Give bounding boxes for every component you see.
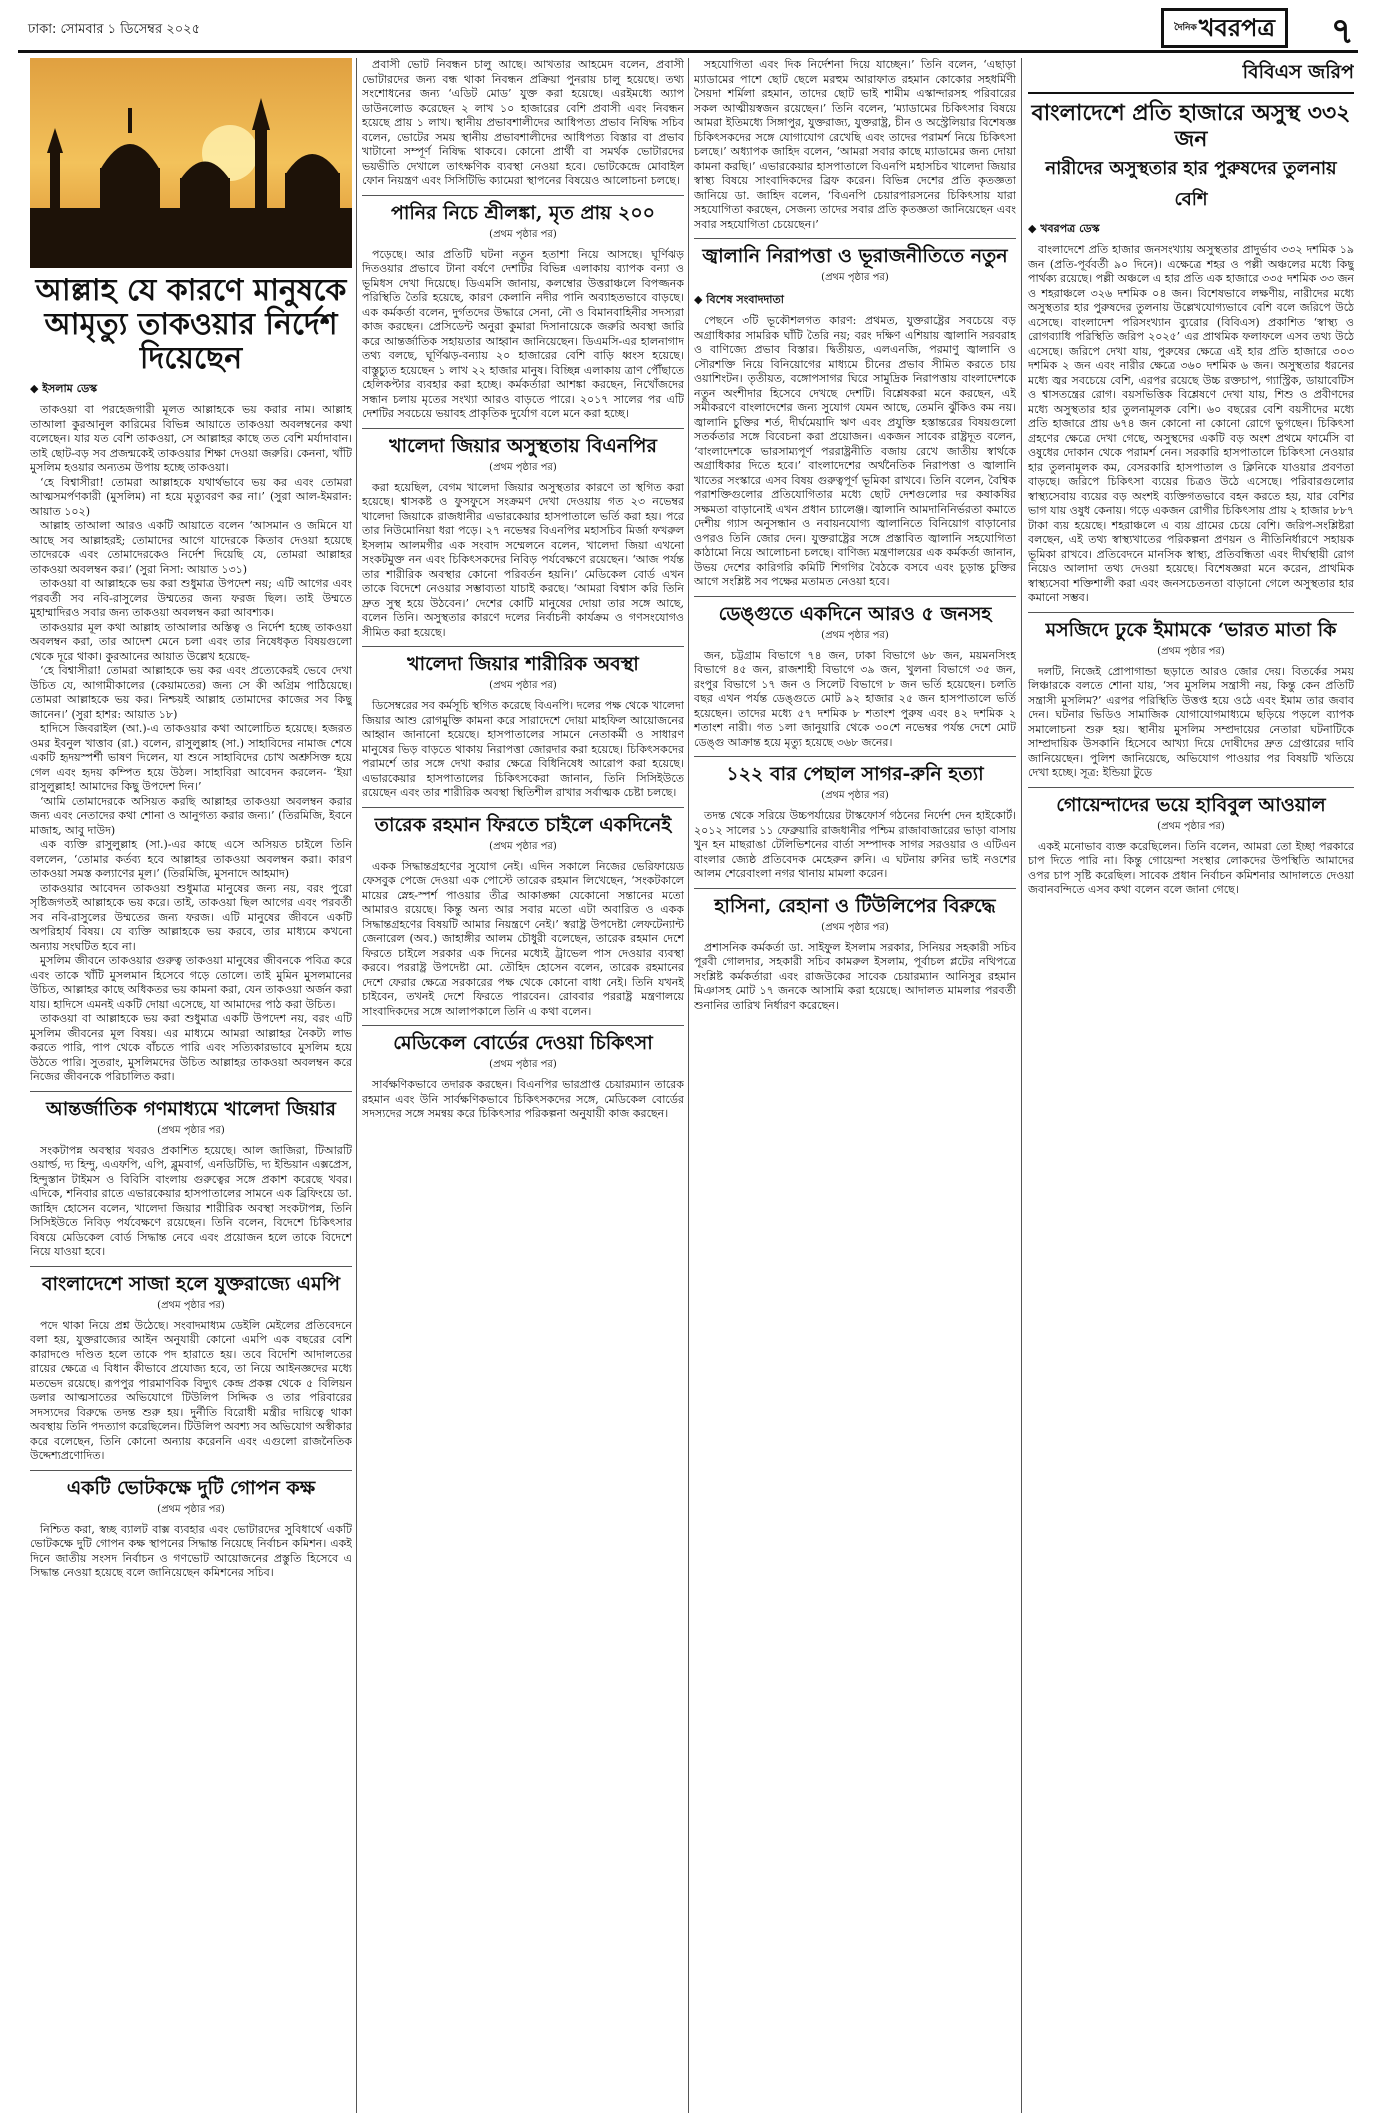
- column-4: [1028, 58, 1354, 2113]
- mosque-sunset-photo: [30, 58, 352, 268]
- continued-label: ( প্রথম পৃষ্ঠার পর ): [362, 678, 684, 695]
- bnp-worried-body: [362, 481, 684, 641]
- masthead: [18, 6, 1358, 53]
- paragraph: পড়েছে। আর প্রতিটি ঘটনা নতুন হতাশা নিয়ে আসছে। ঘূর্ণিঝড় দিতওয়ার প্রভাবে টানা বর্ষণে দেশটির বিভিন্ন এলাকায় ব্যাপক বন্যা ও ভূমিধস দেখা দিয়েছে। ডিএমসি জানায়, কলম্বোর উত্তরাঞ্চলে বিপজ্জনক পরিস্থিতি তৈরি হয়েছে, কারণ কেলানি নদীর পানি অব্যাহতভাবে বাড়ছে। এক কর্মকর্তা বলেন, দুর্গতদের উদ্ধারে সেনা, নৌ ও বিমানবাহিনীর সদস্যরা কাজ করছেন। প্রেসিডেন্ট অনুরা কুমারা দিসানায়েকে জরুরি অবস্থা জারি করে আন্তর্জাতিক সহায়তার আহ্বান জানিয়েছেন। ডিএমসি-এর হালনাগাদ তথ্য বলছে, ঘূর্ণিঝড়-বন্যায় ২০ হাজারের বেশি বাড়ি ধ্বংস হয়েছে। বাস্তুচ্যুত হয়েছেন ১ লাখ ২২ হাজার মানুষ। বিচ্ছিন্ন এলাকায় ত্রাণ পৌঁছাতে হেলিকপ্টার ব্যবহার করা হচ্ছে। কর্মকর্তারা আশঙ্কা করছেন, নিখোঁজদের সন্ধান চলায় মৃতের সংখ্যা আরও বাড়তে পারে। ২০১৭ সালের পর এটি দেশটির সবচেয়ে ভয়াবহ প্রাকৃতিক দুর্যোগ বলে মনে করা হচ্ছে।: [362, 247, 684, 420]
- sagar-runi-headline: ১২২ বার পেছাল সাগর-রুনি হত্যা: [726, 763, 984, 785]
- bbs-subhead: নারীদের অসুস্থতার হার পুরুষদের তুলনায় বেশি: [1045, 158, 1337, 210]
- divider: [1028, 612, 1354, 613]
- divider: [30, 1091, 352, 1092]
- paragraph: তাকওয়ার মূল কথা আল্লাহ তাআলার অস্তিত্ব ও নির্দেশ হচ্ছে তাকওয়া অবলম্বন করা, তার আদেশ মেনে চলা এবং তার নিষেধকৃত বিষয়গুলো থেকে দূরে থাকা। কুরআনের আয়াত উল্লেখ হয়েছে-: [30, 620, 352, 663]
- bbs-headline: বাংলাদেশে প্রতি হাজারে অসুস্থ ৩৩২ জন: [1031, 100, 1351, 152]
- newspaper-logo: [1161, 8, 1288, 48]
- paragraph: পদে থাকা নিয়ে প্রশ্ন উঠেছে। সংবাদমাধ্যম ডেইলি মেইলের প্রতিবেদনে বলা হয়, যুক্তরাজ্যের আইন অনুযায়ী কোনো এমপি এক বছরের বেশি কারাদণ্ডে দণ্ডিত হলে তাকে পদ হারাতে হয়। তবে বিদেশি আদালতের রায়ের ক্ষেত্রে এ বিধান কীভাবে প্রযোজ্য হবে, তা নিয়ে আইনজ্ঞদের মধ্যে মতভেদ রয়েছে। রূপপুর পারমাণবিক বিদ্যুৎ কেন্দ্র প্রকল্প থেকে ৫ বিলিয়ন ডলার আত্মসাতের অভিযোগে টিউলিপ সিদ্দিক ও তার পরিবারের সদস্যদের বিরুদ্ধে তদন্ত শুরু হয়। দুর্নীতি বিরোধী মন্ত্রীর দায়িত্বে থাকা অবস্থায় তিনি পদত্যাগ করেছিলেন। টিউলিপ অবশ্য সব অভিযোগ অস্বীকার করে বলেছেন, তিনি কোনো অন্যায় করেননি এবং এগুলো রাজনৈতিক উদ্দেশ্যপ্রণোদিত।: [30, 1318, 352, 1462]
- column-divider: [688, 58, 689, 2113]
- paragraph: পেছনে ৩টি ভূকৌশলগত কারণ: প্রথমত, যুক্তরাষ্ট্রের সবচেয়ে বড় অগ্রাধিকার সামরিক ঘাঁটি তৈরি নয়; বরং দক্ষিণ এশিয়ায় জ্বালানি সরবরাহ ও বাণিজ্যে প্রভাব বিস্তার। দ্বিতীয়ত, এলএনজি, পরমাণু জ্বালানি ও সৌরশক্তি নিয়ে বিনিয়োগের মাধ্যমে চীনের প্রভাব সীমিত করতে চায় ওয়াশিংটন। তৃতীয়ত, বঙ্গোপসাগর ঘিরে সামুদ্রিক নিরাপত্তায় বাংলাদেশকে নতুন অংশীদার হিসেবে দেখছে দেশটি। বিশ্লেষকরা মনে করছেন, এই সমীকরণে বাংলাদেশের জন্য সুযোগ যেমন আছে, তেমনি ঝুঁকিও কম নয়। জ্বালানি চুক্তির শর্ত, দীর্ঘমেয়াদি ঋণ এবং প্রযুক্তি হস্তান্তরের বিষয়গুলো সতর্কতার সঙ্গে বিবেচনা করা প্রয়োজন। একজন সাবেক রাষ্ট্রদূত বলেন, ‘বাংলাদেশকে ভারসাম্যপূর্ণ পররাষ্ট্রনীতি বজায় রেখে জাতীয় স্বার্থকে অগ্রাধিকার দিতে হবে।’ বাংলাদেশের অর্থনৈতিক নিরাপত্তা ও জ্বালানি খাতের সংস্কারে এসব বিষয় গুরুত্বপূর্ণ ভূমিকা রাখবে। তিনি বলেন, বৈশ্বিক পরাশক্তিগুলোর প্রতিযোগিতার মধ্যে ছোট দেশগুলোর দর কষাকষির সক্ষমতা বাড়ানোই এখন প্রধান চ্যালেঞ্জ। জ্বালানি আমদানিনির্ভরতা কমাতে দেশীয় গ্যাস অনুসন্ধান ও নবায়নযোগ্য জ্বালানিতে বিনিয়োগ বাড়ানোর ওপরও তিনি জোর দেন। যুক্তরাষ্ট্রের সঙ্গে প্রস্তাবিত জ্বালানি সহযোগিতা কাঠামো নিয়ে আলোচনা চলছে। বাণিজ্য মন্ত্রণালয়ের এক কর্মকর্তা জানান, উভয় দেশের কারিগরি কমিটি শিগগির বৈঠকে বসবে এবং চূড়ান্ত চুক্তির আগে সংশ্লিষ্ট সব পক্ষের মতামত নেওয়া হবে।: [694, 314, 1016, 588]
- continued-label: ( প্রথম পৃষ্ঠার পর ): [694, 920, 1016, 937]
- divider: [694, 756, 1016, 757]
- hospital-body: [694, 58, 1016, 232]
- bbs-byline: ◆ খবরপত্র ডেস্ক: [1028, 220, 1354, 239]
- medical-board-body: [362, 1078, 684, 1122]
- habibul-body: [1028, 840, 1354, 898]
- energy-byline: ◆ বিশেষ সংবাদদাতা: [694, 291, 1016, 310]
- hasina-case-body: [694, 941, 1016, 1014]
- paragraph: তাকওয়া বা আল্লাহকে ভয় করা শুধুমাত্র উপদেশ নয়; এটি আগের এবং পরবর্তী সব নবি-রাসুলের উম্মতের জন্য ফরজ ছিল। তাই উম্মতে মুহাম্মাদিরও সবার জন্য তাকওয়া অবলম্বন করা আবশ্যক।: [30, 577, 352, 619]
- paragraph: তাকওয়া বা আল্লাহকে ভয় করা শুধুমাত্র একটি উপদেশ নয়, বরং এটি মুসলিম জীবনের মূল বিষয়। এর মাধ্যমে আমরা আল্লাহর নৈকট্য লাভ করতে পারি, পাপ থেকে বাঁচতে পারি এবং সত্যিকারভাবে মুসলিম হয়ে উঠতে পারি। সুতরাং, মুসলিমদের উচিত আল্লাহর তাকওয়া অবলম্বন করে নিজের জীবনকে পরিচালিত করা।: [30, 1012, 352, 1083]
- tarique-body: [362, 860, 684, 1020]
- divider: [694, 888, 1016, 889]
- continued-label: ( প্রথম পৃষ্ঠার পর ): [362, 1057, 684, 1074]
- paragraph: নিশ্চিত করা, স্বচ্ছ ব্যালট বাক্স ব্যবহার এবং ভোটারদের সুবিধার্থে একটি ভোটকক্ষে দুটি গোপন কক্ষ স্থাপনের সিদ্ধান্ত নিয়েছে নির্বাচন কমিশন। একই দিনে জাতীয় সংসদ নির্বাচন ও গণভোট আয়োজনের প্রস্তুতি হিসেবে এ সিদ্ধান্ত নেওয়া হয়েছে বলে জানিয়েছেন কমিশনের সচিব।: [30, 1522, 352, 1579]
- foreign-media-body: [30, 1144, 352, 1260]
- uk-mp-headline: বাংলাদেশে সাজা হলে যুক্তরাজ্যে এমপি: [41, 1272, 341, 1295]
- paragraph: দলটি, নিজেই প্রোপাগান্ডা ছড়াতে আরও জোর দেয়। বিতর্কের সময় লিঞ্চারকে বলতে শোনা যায়, ‘সব মুসলিম সন্ত্রাসী নয়, কিন্তু কেন প্রতিটি সন্ত্রাসী মুসলিম?’ এরপর পরিস্থিতি উত্তপ্ত হয়ে ওঠে এবং ইমাম তার জবাব দেন। ঘটনার ভিডিও সামাজিক যোগাযোগমাধ্যমে ছড়িয়ে পড়লে ব্যাপক সমালোচনা শুরু হয়। স্থানীয় মুসলিম সম্প্রদায়ের নেতারা ঘটনাটিকে সাম্প্রদায়িক উসকানি হিসেবে আখ্যা দিয়ে দোষীদের দ্রুত গ্রেপ্তারের দাবি জানিয়েছেন। পুলিশ জানিয়েছে, অভিযোগ পাওয়ার পর বিষয়টি খতিয়ে দেখা হচ্ছে। সূত্র: ইন্ডিয়া টুডে: [1028, 664, 1354, 779]
- column-divider: [356, 58, 357, 2113]
- paragraph: তাকওয়া বা পরহেজগারী মূলত আল্লাহকে ভয় করার নাম। আল্লাহ তাআলা কুরআনুল কারিমের বিভিন্ন আয়াতে তাকওয়া অবলম্বনের কথা বলেছেন। যার যত বেশি তাকওয়া, সে আল্লাহর কাছে তত বেশি মর্যাদাবান। তাই ছোট-বড় সব প্রজন্মকেই তাকওয়ার শিক্ষা দেওয়া জরুরি। কেননা, খাঁটি মুসলিম হওয়ার অন্যতম উপায় হচ্ছে তাকওয়া।: [30, 403, 352, 474]
- paragraph: প্রবাসী ভোট নিবন্ধন চালু আছে। আখতার আহমেদ বলেন, প্রবাসী ভোটারদের জন্য বন্ধ থাকা নিবন্ধন প্রক্রিয়া পুনরায় চালু হয়েছে। তথ্য সংশোধনের জন্য ‘এডিট মোড’ যুক্ত করা হয়েছে। এরইমধ্যে অ্যাপ ডাউনলোড করেছেন ২ লাখ ১০ হাজারের বেশি প্রবাসী এবং নিবন্ধন হয়েছে প্রায় ১ লাখ। স্থানীয় প্রভাবশালীদের আধিপত্য প্রভাব নিষিদ্ধ সচিব বলেন, ভোটের সময় স্থানীয় প্রভাবশালীদের আধিপত্য বিস্তার বা প্রভাব খাটানো সম্পূর্ণ নিষিদ্ধ থাকবে। কোনো প্রার্থী বা সমর্থক ভোটারদের ভয়ভীতি দেখালে তাৎক্ষণিক ব্যবস্থা নেওয়া হবে। ভোটকেন্দ্রে মোবাইল ফোন নিয়ন্ত্রণ এবং সিসিটিভি ক্যামেরা স্থাপনের বিষয়েও আলোচনা চলছে।: [362, 58, 684, 187]
- hasina-case-headline: হাসিনা, রেহানা ও টিউলিপের বিরুদ্ধে: [714, 894, 996, 917]
- paragraph: একক সিদ্ধান্তগ্রহণের সুযোগ নেই। এদিন সকালে নিজের ভেরিফায়েড ফেসবুক পেজে দেওয়া এক পোস্টে তারেক রহমান লিখেছেন, ‘সংকটকালে মায়ের স্নেহ-স্পর্শ পাওয়ার তীব্র আকাঙ্ক্ষা যেকোনো সন্তানের মতো আমারও রয়েছে। কিন্তু অন্য আর সবার মতো এটা অবারিত ও একক সিদ্ধান্তগ্রহণের বিষয়টি আমার নিয়ন্ত্রণে নেই।’ স্বরাষ্ট্র উপদেষ্টা লেফটেন্যান্ট জেনারেল (অব.) জাহাঙ্গীর আলম চৌধুরী বলেছেন, তারেক রহমান দেশে ফিরতে চাইলে সরকার এক দিনের মধ্যেই ট্রাভেল পাস দেওয়ার ব্যবস্থা করবে। পররাষ্ট্র উপদেষ্টা মো. তৌহিদ হোসেন বলেন, তারেক রহমানের দেশে ফেরার ক্ষেত্রে সরকারের পক্ষ থেকে কোনো বাধা নেই। তিনি যখনই চাইবেন, তখনই দেশে ফিরতে পারবেন। রোববার পররাষ্ট্র মন্ত্রণালয়ে সাংবাদিকদের সঙ্গে আলাপকালে তিনি এ কথা বলেন।: [362, 859, 684, 1018]
- divider: [30, 1470, 352, 1471]
- paragraph: সংকটাপন্ন অবস্থার খবরও প্রকাশিত হয়েছে। আল জাজিরা, টিআরটি ওয়ার্ল্ড, দ্য হিন্দু, এএফপি, এপি, ব্লুমবার্গ, এনডিটিভি, দ্য ইন্ডিয়ান এক্সপ্রেস, হিন্দুস্তান টাইমস ও বিবিসি বাংলায় গুরুত্বের সঙ্গে প্রকাশ করেছে খবর। এদিকে, শনিবার রাতে এভারকেয়ার হাসপাতালের সামনে এক ব্রিফিংয়ে ডা. জাহিদ হোসেন বলেন, খালেদা জিয়ার শারীরিক অবস্থা সংকটাপন্ন, তিনি সিসিইউতে নিবিড় পর্যবেক্ষণে রয়েছেন। তিনি বলেন, বিদেশে চিকিৎসার বিষয়ে মেডিকেল বোর্ড সিদ্ধান্ত নেবে এবং প্রয়োজন হলে তাকে বিদেশে নিয়ে যাওয়া হবে।: [30, 1143, 352, 1258]
- continued-label: ( প্রথম পৃষ্ঠার পর ): [1028, 644, 1354, 661]
- divider: [362, 646, 684, 647]
- uk-mp-body: [30, 1319, 352, 1464]
- polling-booth-headline: একটি ভোটকক্ষে দুটি গোপন কক্ষ: [66, 1476, 316, 1499]
- paragraph: করা হয়েছিল, বেগম খালেদা জিয়ার অসুস্থতার কারণে তা স্থগিত করা হয়েছে। শ্বাসকষ্ট ও ফুসফুসে সংক্রমণ দেখা দেওয়ায় গত ২৩ নভেম্বর খালেদা জিয়াকে রাজধানীর এভারকেয়ার হাসপাতালে ভর্তি করা হয়। পরে তার নিউমোনিয়া ধরা পড়ে। ২৭ নভেম্বর বিএনপির মহাসচিব মির্জা ফখরুল ইসলাম আলমগীর এক সংবাদ সম্মেলনে বলেন, খালেদা জিয়া এখনো সংকটমুক্ত নন এবং চিকিৎসকদের নিবিড় পর্যবেক্ষণে রয়েছেন। ‘আজ পর্যন্ত তার শারীরিক অবস্থার কোনো পরিবর্তন হয়নি।’ মেডিকেল বোর্ড এখন তাকে বিদেশে নেওয়ার সম্ভাব্যতা যাচাই করছে। ‘আমরা বিশ্বাস করি তিনি দ্রুত সুস্থ হয়ে উঠবেন।’ দেশের কোটি মানুষের দোয়া তার সঙ্গে আছে, বলেন তিনি। অসুস্থতার কারণে দলের নির্বাচনী কার্যক্রম ও গণসংযোগও সীমিত করা হয়েছে।: [362, 480, 684, 639]
- continued-label: ( প্রথম পৃষ্ঠার পর ): [30, 1123, 352, 1140]
- paragraph: ‘হে বিশ্বাসীরা! তোমরা আল্লাহকে ভয় কর এবং প্রত্যেকেরই ভেবে দেখা উচিত যে, আগামীকালের (কেয়ামতের) জন্য সে কী অগ্রিম পাঠিয়েছে। তোমরা আল্লাহকে ভয় কর। নিশ্চয়ই আল্লাহ তোমাদের কাজের সব কিছু জানেন।’ (সুরা হাশর: আয়াত ১৮): [30, 664, 352, 721]
- paragraph: ‘হে বিশ্বাসীরা! তোমরা আল্লাহকে যথার্থভাবে ভয় কর এবং তোমরা আত্মসমর্পণকারী (মুসলিম) না হয়ে মৃত্যুবরণ কর না।’ (সুরা আল-ইমরান: আয়াত ১০২): [30, 475, 352, 518]
- divider: [362, 1025, 684, 1026]
- issue-date: ঢাকা: সোমবার ১ ডিসেম্বর ২০২৫: [28, 22, 201, 37]
- continued-label: ( প্রথম পৃষ্ঠার পর ): [1028, 819, 1354, 836]
- paragraph: আল্লাহ তাআলা আরও একটি আয়াতে বলেন ‘আসমান ও জমিনে যা আছে সব আল্লাহরই; তোমাদের আগে যাদেরকে কিতাব দেওয়া হয়েছে তাদেরকে এবং তোমাদেরকেও নির্দেশ দিয়েছি যে, তোমরা আল্লাহর তাকওয়া অবলম্বন কর।’ (সুরা নিসা: আয়াত ১৩১): [30, 519, 352, 576]
- logo-text: খবরপত্র: [1198, 13, 1275, 42]
- paragraph: একই মনোভাব ব্যক্ত করেছিলেন। তিনি বলেন, আমরা তো ইচ্ছা পরকারে চাপ দিতে পারি না। কিন্তু গোয়েন্দা সংস্থার লোকদের উপস্থিতি আমাদের ওপর চাপ সৃষ্টি করেছিল। সাবেক প্রধান নির্বাচন কমিশনার আদালতে দেওয়া জবানবন্দিতে এসব কথা বলেন বলে জানা গেছে।: [1028, 839, 1354, 896]
- energy-headline: জ্বালানি নিরাপত্তা ও ভূরাজনীতিতে নতুন: [702, 245, 1008, 267]
- continued-label: ( প্রথম পৃষ্ঠার পর ): [694, 270, 1016, 287]
- continued-label: ( প্রথম পৃষ্ঠার পর ): [362, 227, 684, 244]
- divider: [1028, 787, 1354, 788]
- continued-label: ( প্রথম পৃষ্ঠার পর ): [30, 1502, 352, 1519]
- continued-label: ( প্রথম পৃষ্ঠার পর ): [694, 628, 1016, 645]
- polling-booth-body: [30, 1523, 352, 1581]
- column-divider: [1021, 58, 1022, 2113]
- paragraph: সহযোগিতা এবং দিক নির্দেশনা দিয়ে যাচ্ছেন।’ তিনি বলেন, ‘এছাড়া ম্যাডামের পাশে ছোট ছেলে মরহুম আরাফাত রহমান কোকোর সহধর্মিণী সৈয়দা শর্মিলা রহমান, তাদের ছোট ভাই শামীম এস্কান্দারসহ পরিবারের সকল আত্মীয়স্বজন রয়েছেন।’ তিনি বলেন, ‘ম্যাডামের চিকিৎসার বিষয়ে আমরা ইতিমধ্যে সিঙ্গাপুর, যুক্তরাজ্য, যুক্তরাষ্ট্র, চীন ও অস্ট্রেলিয়ার বিশেষজ্ঞ চিকিৎসকদের সঙ্গে যোগাযোগ রেখেছি এবং তাদের পরামর্শ নিয়ে চিকিৎসা চলছে।’ অধ্যাপক জাহিদ বলেন, ‘আমরা সবার কাছে ম্যাডামের জন্য দোয়া কামনা করছি।’ এভারকেয়ার হাসপাতালে বিএনপি মহাসচিব খালেদা জিয়ার স্বাস্থ্য বিষয়ে সাংবাদিকদের ব্রিফ করেন। বিভিন্ন দেশের প্রতি কৃতজ্ঞতা জানিয়ে ডা. জাহিদ বলেন, ‘বিএনপি চেয়ারপারসনের চিকিৎসায় যারা সহযোগিতা করছেন, সেজন্য তাদের সবার প্রতি কৃতজ্ঞতা জানিয়েছেন এবং সবার সহযোগিতা চেয়েছেন।’: [694, 58, 1016, 231]
- energy-body: [694, 314, 1016, 590]
- paragraph: ‘আমি তোমাদেরকে অসিয়ত করছি আল্লাহর তাকওয়া অবলম্বন করার জন্য এবং নেতাদের কথা শোনা ও আনুগত্য করার জন্য।’ (তিরমিজি, ইবনে মাজাহ, আবু দাউদ): [30, 794, 352, 837]
- dengue-body: [694, 649, 1016, 751]
- islam-byline: ◆ ইসলাম ডেস্ক: [30, 380, 352, 399]
- divider: [30, 1266, 352, 1267]
- paragraph: হাদিসে জিবরাইল (আ.)-এ তাকওয়ার কথা আলোচিত হয়েছে। হজরত ওমর ইবনুল খাত্তাব (রা.) বলেন, রাসুলুল্লাহ (সা.) সাহাবিদের নামাজ শেষে একটি হৃদয়স্পর্শী ভাষণ দিলেন, যা শুনে সাহাবিদের চোখ অশ্রুসিক্ত হয়ে গেল এবং হৃদয় কম্পিত হয়ে উঠল। সাহাবিরা আবেদন করলেন- ‘ইয়া রাসুলুল্লাহ! আমাদের কিছু উপদেশ দিন।’: [30, 722, 352, 793]
- islam-body: [30, 403, 352, 1085]
- divider: [362, 428, 684, 429]
- paragraph: তাকওয়ার আবেদন তাকওয়া শুধুমাত্র মানুষের জন্য নয়, বরং পুরো সৃষ্টিজগতই আল্লাহকে ভয় করে। তাই, তাকওয়া ছিল আগের এবং পরবর্তী সব নবি-রাসুলের উম্মতের জন্য ফরজ। এটি মানুষের জীবনে একটি অপরিহার্য বিষয়। যে ব্যক্তি আল্লাহকে ভয় করবে, তার মাধ্যমে কখনো অন্যায় সংঘটিত হবে না।: [30, 881, 352, 953]
- paragraph: বাংলাদেশে প্রতি হাজার জনসংখ্যায় অসুস্থতার প্রাদুর্ভাব ৩৩২ দশমিক ১৯ জন (প্রতি-পূর্ববর্তী ৯০ দিনে)। এক্ষেত্রে শহর ও পল্লী অঞ্চলের মধ্যে কিছু পার্থক্য রয়েছে। পল্লী অঞ্চলে এ হার প্রতি এক হাজারে ৩৩৫ দশমিক ৩৩ জন ও শহরাঞ্চলে ৩২৬ দশমিক ০৪ জন। বিশেষভাবে লক্ষণীয়, নারীদের মধ্যে অসুস্থতার হার পুরুষদের তুলনায় উল্লেখযোগ্যভাবে বেশি বলে জরিপে উঠে এসেছে। বাংলাদেশ পরিসংখ্যান ব্যুরোর (বিবিএস) প্রকাশিত ‘স্বাস্থ্য ও রোগব্যাধি পরিস্থিতি জরিপ ২০২৫’ এর প্রাথমিক ফলাফলে এসব তথ্য উঠে এসেছে। জরিপে দেখা যায়, পুরুষের ক্ষেত্রে এই হার প্রতি হাজারে ৩০৩ দশমিক ২ জন এবং নারীর ক্ষেত্রে ৩৬০ দশমিক ৬ জন। অসুস্থতার ধরনের মধ্যে জ্বর সবচেয়ে বেশি, এরপর রয়েছে উচ্চ রক্তচাপ, গ্যাস্ট্রিক, ডায়াবেটিস ও শ্বাসতন্ত্রের রোগ। বয়সভিত্তিক বিশ্লেষণে দেখা যায়, শিশু ও প্রবীণদের মধ্যে অসুস্থতার হার তুলনামূলক বেশি। ৬০ বছরের বেশি বয়সীদের মধ্যে প্রতি হাজারে প্রায় ৬৭৪ জন কোনো না কোনো রোগে ভুগছেন। চিকিৎসা গ্রহণের ক্ষেত্রে দেখা গেছে, অসুস্থদের একটি বড় অংশ প্রথমে ফার্মেসি বা ওষুধের দোকান থেকে পরামর্শ নেন। সরকারি হাসপাতালে চিকিৎসা নেওয়ার হার তুলনামূলক কম, বেসরকারি হাসপাতাল ও ক্লিনিকে যাওয়ার প্রবণতা বাড়ছে। জরিপে চিকিৎসা ব্যয়ের চিত্রও উঠে এসেছে। পরিবারগুলোর স্বাস্থ্যসেবায় ব্যয়ের বড় অংশই ব্যক্তিগতভাবে বহন করতে হয়, যার বেশির ভাগ যায় ওষুধ কেনায়। গড়ে একজন রোগীর চিকিৎসায় প্রায় ২ হাজার ৮৮৭ টাকা ব্যয় হয়েছে। শহরাঞ্চলে এ ব্যয় গ্রামের চেয়ে বেশি। জরিপ-সংশ্লিষ্টরা বলছেন, এই তথ্য স্বাস্থ্যখাতের পরিকল্পনা প্রণয়ন ও নীতিনির্ধারণে সহায়ক ভূমিকা রাখবে। প্রতিবেদনে মানসিক স্বাস্থ্য, প্রতিবন্ধিতা এবং দীর্ঘস্থায়ী রোগ নিয়েও আলাদা তথ্য দেওয়া হয়েছে। বিশেষজ্ঞরা মনে করেন, প্রাথমিক স্বাস্থ্যসেবা শক্তিশালী করা এবং জনসচেতনতা বাড়ানো গেলে অসুস্থতার হার কমানো সম্ভব।: [1028, 243, 1354, 604]
- islam-headline: আল্লাহ যে কারণে মানুষকে আমৃত্যু তাকওয়ার নির্দেশ দিয়েছেন: [35, 273, 347, 376]
- divider: [362, 195, 684, 196]
- divider: [362, 807, 684, 808]
- paragraph: ডিসেম্বরের সব কর্মসূচি স্থগিত করেছে বিএনপি। দলের পক্ষ থেকে খালেদা জিয়ার আশু রোগমুক্তি কামনা করে সারাদেশে দোয়া মাহফিল আয়োজনের আহ্বান জানানো হয়েছে। হাসপাতালের সামনে নেতাকর্মী ও সাধারণ মানুষের ভিড় বাড়তে থাকায় নিরাপত্তা জোরদার করা হয়েছে। চিকিৎসকদের পরামর্শে তার সঙ্গে দেখা করার ক্ষেত্রে বিধিনিষেধ আরোপ করা হয়েছে। এভারকেয়ার হাসপাতালের চিকিৎসকেরা জানান, তিনি সিসিইউতে রয়েছেন এবং তার শারীরিক অবস্থা স্থিতিশীল রাখার সর্বাত্মক চেষ্টা চলছে।: [362, 699, 684, 799]
- column-3: [694, 58, 1016, 2113]
- mosque-headline: মসজিদে ঢুকে ইমামকে ‘ভারত মাতা কি: [1045, 618, 1337, 641]
- divider: [694, 596, 1016, 597]
- logo-small: দৈনিক: [1174, 23, 1197, 33]
- expat-vote-body: [362, 58, 684, 189]
- paragraph: মুসলিম জীবনে তাকওয়ার গুরুত্ব তাকওয়া মানুষের জীবনকে পবিত্র করে এবং তাকে খাঁটি মুসলমান হিসেবে গড়ে তোলে। তাই মুমিন মুসলমানের উচিত, আল্লাহর কাছে অধিকতর ভয় কামনা করা, যেন তাকওয়া অর্জন করা যায়। হাদিসে এমনই একটি দোয়া এসেছে, যা আমাদের পাঠ করা উচিত।: [30, 954, 352, 1011]
- bbs-kicker: বিবিএস জরিপ: [1028, 58, 1354, 94]
- khaleda-health-headline: খালেদা জিয়ার শারীরিক অবস্থা: [407, 653, 639, 675]
- bnp-worried-headline: খালেদা জিয়ার অসুস্থতায় বিএনপির: [389, 434, 657, 457]
- foreign-media-headline: আন্তর্জাতিক গণমাধ্যমে খালেদা জিয়ার: [46, 1097, 336, 1120]
- column-1: [30, 58, 352, 2113]
- tarique-headline: তারেক রহমান ফিরতে চাইলে একদিনেই: [374, 813, 672, 836]
- medical-board-headline: মেডিকেল বোর্ডের দেওয়া চিকিৎসা: [393, 1032, 653, 1054]
- habibul-headline: গোয়েন্দাদের ভয়ে হাবিবুল আওয়াল: [1056, 793, 1326, 816]
- continued-label: ( প্রথম পৃষ্ঠার পর ): [694, 788, 1016, 805]
- page-number: ৭: [1330, 10, 1354, 52]
- paragraph: প্রশাসনিক কর্মকর্তা ডা. সাইফুল ইসলাম সরকার, সিনিয়র সহকারী সচিব পূরবী গোলদার, সহকারী সচিব কামরুল ইসলাম, পূর্বাচল প্লটের নথিপত্রে সংশ্লিষ্ট কর্মকর্তারা এবং রাজউকের সাবেক চেয়ারম্যান আনিসুর রহমান মিঞাসহ মোট ১৭ জনকে আসামি করা হয়েছে। আদালত মামলার পরবর্তী শুনানির তারিখ নির্ধারণ করেছেন।: [694, 940, 1016, 1012]
- continued-label: ( প্রথম পৃষ্ঠার পর ): [362, 460, 684, 477]
- paragraph: জন, চট্টগ্রাম বিভাগে ৭৪ জন, ঢাকা বিভাগে ৬৮ জন, ময়মনসিংহ বিভাগে ৪৫ জন, রাজশাহী বিভাগে ৩৯ জন, খুলনা বিভাগে ৩৫ জন, রংপুর বিভাগে ১৭ জন ও সিলেট বিভাগে ৮ জন ভর্তি হয়েছেন। চলতি বছর এখন পর্যন্ত ডেঙ্গুতে মোট ৯২ হাজার ২৫ জন হাসপাতালে ভর্তি হয়েছেন। তাদের মধ্যে ৫৭ দশমিক ৮ শতাংশ পুরুষ এবং ৪২ দশমিক ২ শতাংশ নারী। গত ১লা জানুয়ারি থেকে ৩০শে নভেম্বর পর্যন্ত দেশে মোট ডেঙ্গু আক্রান্ত হয়ে মৃত্যু হয়েছে ৩৬৮ জনের।: [694, 648, 1016, 749]
- column-2: [362, 58, 684, 2113]
- divider: [694, 238, 1016, 239]
- sagar-runi-body: [694, 809, 1016, 882]
- continued-label: ( প্রথম পৃষ্ঠার পর ): [30, 1298, 352, 1315]
- bbs-body: [1028, 243, 1354, 606]
- khaleda-health-body: [362, 699, 684, 801]
- continued-label: ( প্রথম পৃষ্ঠার পর ): [362, 839, 684, 856]
- mosque-body: [1028, 665, 1354, 781]
- paragraph: সার্বক্ষণিকভাবে তদারক করছেন। বিএনপির ভারপ্রাপ্ত চেয়ারম্যান তারেক রহমান এবং উনি সার্বক্ষণিকভাবে চিকিৎসকদের সঙ্গে, মেডিকেল বোর্ডের সদস্যদের সঙ্গে সমন্বয় করে চিকিৎসার পরিকল্পনা অনুযায়ী কাজ করছেন।: [362, 1078, 684, 1120]
- srilanka-body: [362, 248, 684, 422]
- srilanka-headline: পানির নিচে শ্রীলঙ্কা, মৃত প্রায় ২০০: [390, 201, 656, 224]
- dengue-headline: ডেঙ্গুতে একদিনে আরও ৫ জনসহ: [718, 602, 992, 625]
- paragraph: এক ব্যক্তি রাসুলুল্লাহ (সা.)-এর কাছে এসে অসিয়ত চাইলে তিনি বললেন, ‘তোমার কর্তব্য হবে আল্লাহর তাকওয়া অবলম্বন করা। কারণ তাকওয়া সমস্ত কল্যাণের মূল।’ (তিরমিজি, মুসনাদে আহমাদ): [30, 838, 352, 880]
- paragraph: তদন্ত থেকে সরিয়ে উচ্চপর্যায়ের টাস্কফোর্স গঠনের নির্দেশ দেন হাইকোর্ট। ২০১২ সালের ১১ ফেব্রুয়ারি রাজধানীর পশ্চিম রাজাবাজারের ভাড়া বাসায় খুন হন মাছরাঙা টেলিভিশনের বার্তা সম্পাদক সাগর সরওয়ার ও এটিএন বাংলার জ্যেষ্ঠ প্রতিবেদক মেহেরুন রুনি। এ ঘটনায় রুনির ভাই নওশের আলম শেরেবাংলা নগর থানায় মামলা করেন।: [694, 809, 1016, 880]
